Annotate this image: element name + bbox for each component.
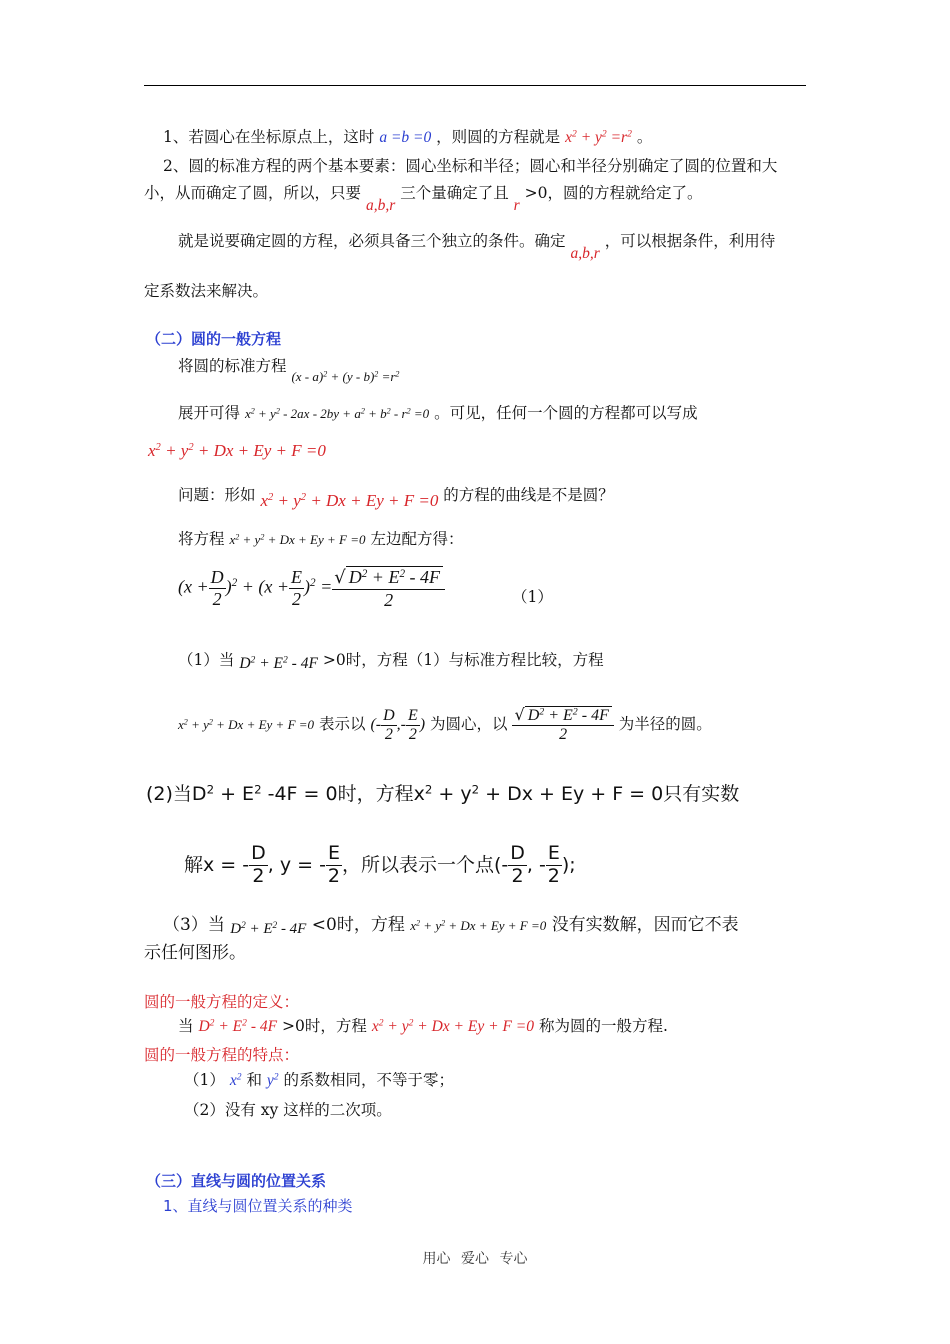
case-1-line [178, 651, 604, 671]
definition-line [178, 1017, 668, 1037]
case-2-text-b: 时，方程 [337, 783, 414, 805]
question-line [178, 485, 614, 510]
case-2l-text-b: ，所以表示一个点 [341, 853, 494, 876]
math-discriminant: $D^2 + E^2 - 4F$ [239, 654, 318, 672]
standard-equation-line [178, 357, 400, 384]
item-1 [163, 128, 652, 148]
case-2-solution [184, 843, 576, 888]
page-footer: 用心 爱心 专心 [422, 1251, 528, 1267]
feature-1-and: 和 [246, 1071, 262, 1089]
math-discriminant-red: $D^2 + E^2 - 4F$ [198, 1017, 278, 1035]
item-1-end: 。 [636, 128, 653, 146]
complete-text-a: 将方程 [178, 530, 225, 548]
case-2-line [146, 783, 739, 806]
def-text-c: 称为圆的一般方程. [538, 1017, 668, 1035]
item-2-text-b: 三个量确定了且 [400, 184, 509, 202]
case-2-text-c: 只有实数 [663, 783, 740, 805]
std-intro-text: 将圆的标准方程 [178, 357, 287, 375]
question-text-b: 的方程的曲线是不是圆？ [443, 486, 614, 504]
case-1c-text-c: 为半径的圆。 [618, 715, 712, 734]
math-general-form-5: $x^2 + y^2 + Dx + Ey + F = 0$ [413, 782, 664, 805]
expand-text-a: 展开可得 [178, 404, 241, 422]
math-general-form-6: $x^2 + y^2 + Dx + Ey + F =0$ [410, 918, 547, 933]
math-general-form-2: $x^2 + y^2 + Dx + Ey + F =0$ [260, 491, 439, 510]
feature-2: （2）没有 xy 这样的二次项。 [184, 1101, 392, 1119]
case-2l-text-a: 解 [184, 853, 204, 876]
math-center: (- $\frac{D}{2}$ ,- $\frac{E}{2}$ ) [370, 706, 426, 743]
def-text-b: >0时，方程 [282, 1017, 367, 1035]
math-point: (- $\frac{D}{2}$ , - $\frac{E}{2}$ ); [493, 842, 576, 887]
question-text-a: 问题：形如 [178, 486, 256, 504]
math-general-form-4: $x^2 + y^2 + Dx + Ey + F =0$ [178, 717, 315, 733]
math-general-form: $x^2 + y^2 + Dx + Ey + F =0$ [148, 441, 326, 460]
case-1-conclusion [178, 706, 712, 745]
math-y-squared: $y^2$ [266, 1071, 279, 1089]
item-3-text-a: 就是说要确定圆的方程，必须具备三个独立的条件。确定 [178, 232, 566, 250]
case-2-text-a: (2)当 [146, 783, 192, 805]
item-2-line-2 [144, 184, 703, 214]
math-x-squared: $x^2$ [229, 1071, 242, 1089]
math-expanded: $x^2 + y^2 - 2ax - 2by + a^2 + b^2 - r^2 =0$ [244, 406, 430, 421]
math-abr: a,b,r [365, 197, 396, 214]
item-3-line-2: 定系数法来解决。 [144, 282, 269, 300]
definition-title: 圆的一般方程的定义： [144, 993, 300, 1011]
equation-number: （1） [512, 588, 553, 606]
case-3-text-b: <0时，方程 [311, 915, 405, 935]
case-3-line-2: 示任何图形。 [144, 943, 246, 963]
math-solution: x = - $\frac{D}{2}$ , y = - $\frac{E}{2}$ [203, 842, 340, 887]
feature-1-text-b: 的系数相同，不等于零； [283, 1071, 455, 1089]
def-text-a: 当 [178, 1017, 194, 1035]
math-circle-origin: $x^2 + y^2 =r^2$ [565, 128, 632, 146]
equation-1: (x + $\frac{D}{2}$ )$^2$ + (x + $\frac{E}{2}$ )$^2$ = $\frac{√ D^2 + E^2 - 4F}{2}$ [178, 566, 445, 610]
feature-1-text-a: （1） [184, 1071, 225, 1089]
item-2-text-c: >0，圆的方程就给定了。 [524, 184, 703, 202]
math-general-form-red: $x^2 + y^2 + Dx + Ey + F =0$ [371, 1017, 534, 1035]
math-discriminant-zero: $D^2 + E^2$ -4F = 0 [191, 782, 338, 805]
case-1-text-b: >0时，方程（1）与标准方程比较，方程 [322, 651, 604, 669]
case-1c-text-a: 表示以 [318, 715, 366, 734]
expand-line [178, 404, 698, 423]
item-1-text-b: ，则圆的方程就是 [436, 128, 561, 146]
case-3-line [163, 915, 739, 935]
math-discriminant-2: $D^2 + E^2 - 4F$ [230, 920, 307, 937]
feature-1 [184, 1071, 454, 1091]
complete-square-line [178, 530, 463, 549]
case-3-text-a: （3）当 [163, 915, 225, 935]
item-3-text-b: ，可以根据条件，利用待 [604, 232, 776, 250]
section-3-heading: （三）直线与圆的位置关系 [146, 1172, 327, 1190]
header-rule [144, 85, 806, 86]
expand-text-b: 。可见，任何一个圆的方程都可以写成 [434, 404, 698, 422]
case-3-text-c: 没有实数解，因而它不表 [551, 915, 739, 935]
item-2-line-1: 2、圆的标准方程的两个基本要素：圆心坐标和半径；圆心和半径分别确定了圆的位置和大 [163, 157, 778, 175]
math-r: r [513, 197, 520, 214]
item-3-line-1 [178, 232, 776, 262]
features-title: 圆的一般方程的特点： [144, 1046, 300, 1064]
item-2-text-a: 小，从而确定了圆，所以，只要 [144, 184, 362, 202]
case-1c-text-b: 为圆心，以 [430, 715, 508, 734]
complete-text-b: 左边配方得： [370, 530, 464, 548]
section-2-heading: （二）圆的一般方程 [146, 330, 282, 348]
math-ab-zero: a =b =0 [379, 129, 432, 146]
section-3-subheading: 1、直线与圆位置关系的种类 [163, 1197, 353, 1215]
math-general-form-3: $x^2 + y^2 + Dx + Ey + F =0$ [229, 532, 366, 547]
item-1-text: 1、若圆心在坐标原点上，这时 [163, 128, 375, 146]
math-abr-2: a,b,r [570, 245, 600, 262]
math-standard-equation: (x - a)2 + (y - b)2 =r2 [291, 369, 400, 384]
math-radius: $\frac{√ D^2 + E^2 - 4F}{2}$ [512, 716, 613, 733]
case-1-text-a: （1）当 [178, 651, 235, 669]
